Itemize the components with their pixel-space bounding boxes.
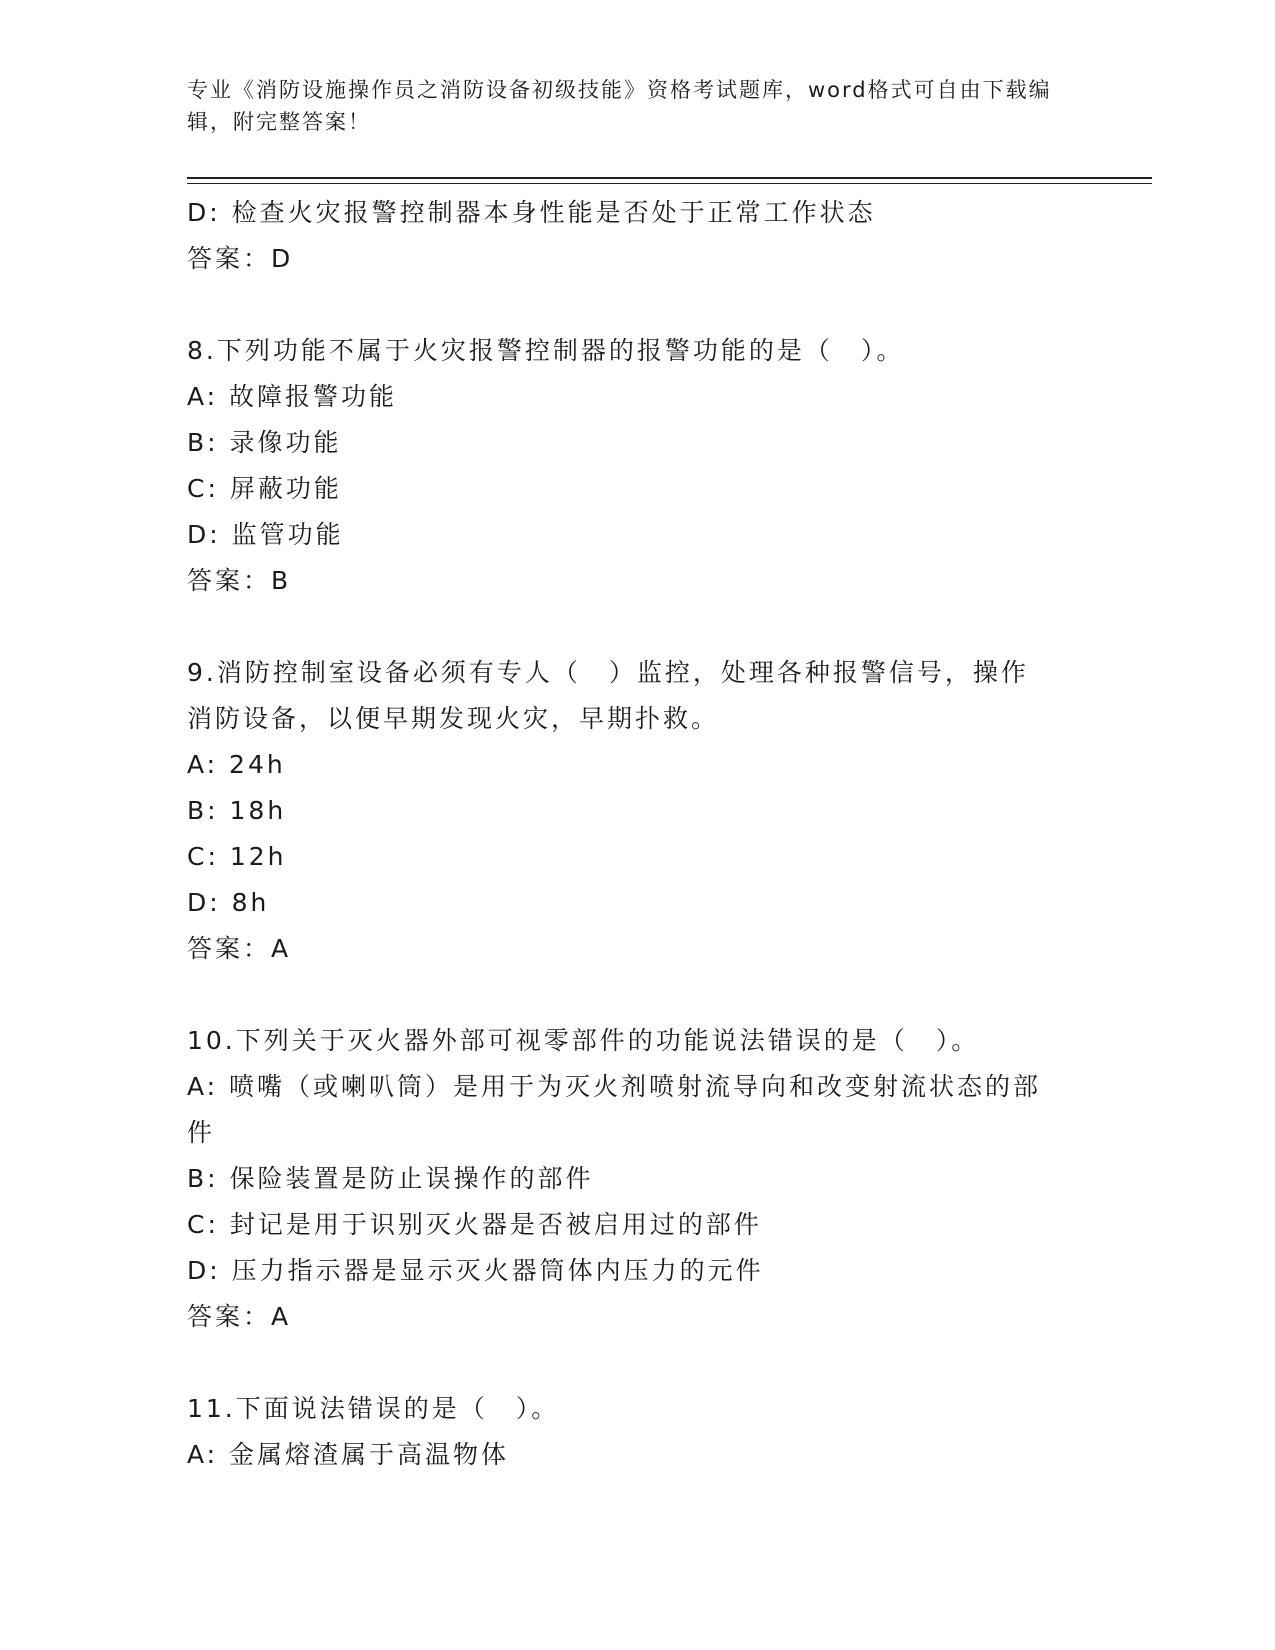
question-content (187, 190, 1087, 1478)
q10-option-b: B: 保险装置是防止误操作的部件 (187, 1164, 594, 1193)
q9-answer: 答案：A (187, 934, 292, 963)
spacer (187, 282, 1087, 328)
q10-option-a-line2: 件 (187, 1118, 216, 1147)
q10-option-c: C: 封记是用于识别灭火器是否被启用过的部件 (187, 1210, 762, 1239)
q8-answer: 答案：B (187, 566, 292, 595)
q8-question: 8.下列功能不属于火灾报警控制器的报警功能的是（ ）。 (187, 336, 905, 365)
spacer (187, 972, 1087, 1018)
header-rule (187, 177, 1152, 179)
q8-option-c: C: 屏蔽功能 (187, 474, 342, 503)
q10-option-a-line1: A: 喷嘴（或喇叭筒）是用于为灭火剂喷射流导向和改变射流状态的部 (187, 1072, 1042, 1101)
q8-option-b: B: 录像功能 (187, 428, 342, 457)
header-rule-thin (187, 183, 1152, 184)
q9-option-c: C: 12h (187, 842, 287, 871)
prev-option-d: D: 检查火灾报警控制器本身性能是否处于正常工作状态 (187, 198, 876, 227)
q11-option-a: A: 金属熔渣属于高温物体 (187, 1440, 510, 1469)
spacer (187, 604, 1087, 650)
q10-answer: 答案：A (187, 1302, 292, 1331)
q10-option-d: D: 压力指示器是显示灭火器筒体内压力的元件 (187, 1256, 764, 1285)
document-header: 专业《消防设施操作员之消防设备初级技能》资格考试题库，word格式可自由下载编辑，附完整答案！ (187, 78, 1052, 134)
q9-question-line2: 消防设备，以便早期发现火灾，早期扑救。 (187, 704, 720, 733)
q9-question-line1: 9.消防控制室设备必须有专人（ ）监控，处理各种报警信号，操作 (187, 658, 1029, 687)
q10-question: 10.下列关于灭火器外部可视零部件的功能说法错误的是（ ）。 (187, 1026, 980, 1055)
q9-option-a: A: 24h (187, 750, 286, 779)
q9-option-b: B: 18h (187, 796, 287, 825)
q8-option-d: D: 监管功能 (187, 520, 344, 549)
q11-question: 11.下面说法错误的是（ ）。 (187, 1394, 560, 1423)
spacer (187, 1340, 1087, 1386)
q8-option-a: A: 故障报警功能 (187, 382, 398, 411)
q9-option-d: D: 8h (187, 888, 270, 917)
prev-answer: 答案：D (187, 244, 294, 273)
